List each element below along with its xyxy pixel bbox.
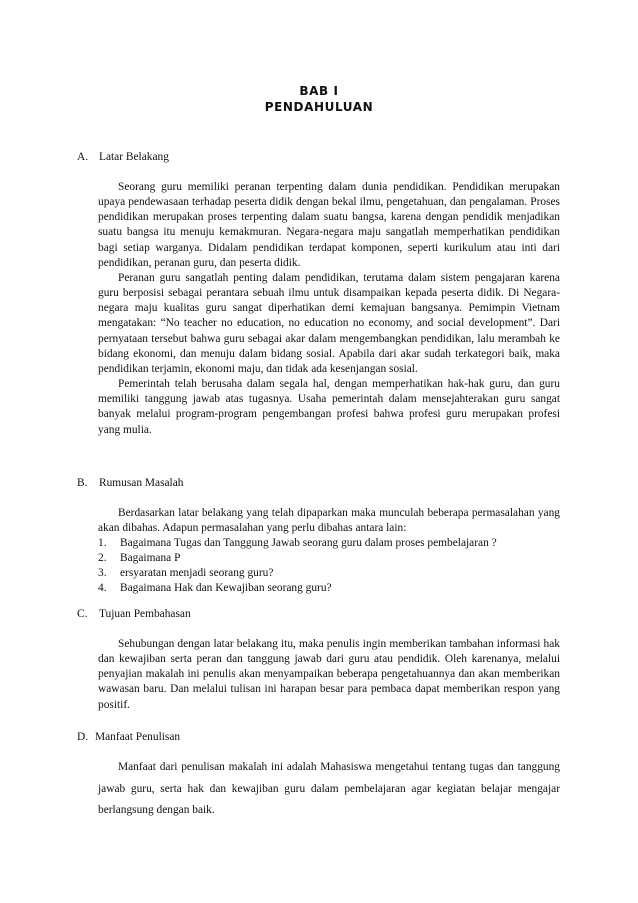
section-c-title: Tujuan Pembahasan [99, 608, 191, 620]
section-b-title: Rumusan Masalah [99, 477, 184, 489]
section-a-label: A. [77, 151, 89, 163]
section-b-intro-text: Berdasarkan latar belakang yang telah dipaparkan maka munculah beberapa permasalahan yang akan dibahas. Adapun permasalahan yang perlu dibahas antara lain: [98, 507, 560, 535]
list-item [98, 536, 560, 551]
section-b-heading [77, 476, 183, 491]
list-item [98, 566, 560, 581]
section-b-label: B. [77, 477, 88, 489]
list-item-text: ersyaratan menjadi seorang guru? [120, 567, 274, 579]
section-a-paragraph-1: Seorang guru memiliki peranan terpenting dalam dunia pendidikan. Pendidikan merupakan upaya pendewasaan terhadap peserta didik dengan bekal ilmu, pengetahuan, dan pengalaman. Proses pendidikan merupakan proses terpenting dalam suatu bangsa, karena dengan pendidik menjadikan suatu bangsa itu menuju kemakmuran. Negara-negara maju sangatlah memperhatikan pendidikan bagi setiap warganya. Didalam pendidikan terdapat komponen, seperti kurikulum atau inti dari pendidikan, peranan guru, dan peserta didik. [98, 181, 560, 269]
list-item-text: Bagaimana Hak dan Kewajiban seorang guru? [120, 582, 332, 594]
section-c-heading [77, 607, 191, 622]
section-c-label: C. [77, 608, 88, 620]
section-d-paragraph: Manfaat dari penulisan makalah ini adalah Mahasiswa mengetahui tentang tugas dan tanggung jawab guru, serta hak dan kewajiban guru dalam pembelajaran agar kegiatan belajar mengajar berlangsung dengan baik. [98, 761, 560, 816]
section-a-heading [77, 150, 169, 165]
section-c-paragraph: Sehubungan dengan latar belakang itu, maka penulis ingin memberikan tambahan informasi hak dan kewajiban serta peran dan tanggung jawab dari guru atau pendidik. Oleh karenanya, melalui penyajian makalah ini penulis akan menyampaikan beberapa pengetahuannya dan akan memberikan wawasan baru. Dan melalui tulisan ini harapan besar para pembaca dapat memberikan respon yang positif. [98, 638, 560, 711]
section-a-title: Latar Belakang [99, 151, 169, 163]
section-a-paragraph-3: Pemerintah telah berusaha dalam segala hal, dengan memperhatikan hak-hak guru, dan guru memiliki tanggung jawab atas tugasnya. Usaha pemerintah dalam mensejahterakan guru sangat banyak melalui program-program pengembangan profesi bahwa profesi guru merupakan profesi yang mulia. [98, 378, 560, 436]
section-b-intro [98, 506, 560, 536]
section-d-label: D. [77, 731, 89, 743]
section-c-body [98, 637, 560, 713]
chapter-title: PENDAHULUAN [264, 100, 374, 114]
list-item-number: 4. [98, 582, 107, 594]
list-item [98, 551, 560, 566]
list-item-text: Bagaimana Tugas dan Tanggung Jawab seorang guru dalam proses pembelajaran ? [120, 537, 497, 549]
list-item-number: 1. [98, 537, 107, 549]
list-item-number: 3. [98, 567, 107, 579]
list-item-text: Bagaimana P [120, 552, 181, 564]
section-d-body [98, 757, 560, 822]
section-a-body [98, 180, 560, 438]
section-a-paragraph-2: Peranan guru sangatlah penting dalam pendidikan, terutama dalam sistem pengajaran karena guru berposisi sebagai perantara sebuah ilmu untuk disampaikan kepada peserta didik. Di Negara-negara maju kualitas guru sangat diperhatikan demi kemajuan bangsanya. Pemimpin Vietnam mengatakan: “No teacher no education, no education no economy, and social development”. Dari pernyataan tersebut bahwa guru sebagai akar dalam mengembangkan pendidikan, lalu merambah ke bidang ekonomi, dan menuju dalam bidang sosial. Apabila dari akar sudah terkategori baik, maka pendidikan terjamin, ekonomi maju, dan tidak ada kesenjangan sosial. [98, 271, 560, 375]
list-item [98, 581, 560, 596]
list-item-number: 2. [98, 552, 107, 564]
section-d-title: Manfaat Penulisan [95, 731, 181, 743]
section-d-heading [77, 730, 180, 745]
problem-list [98, 536, 560, 596]
chapter-number: BAB I [299, 84, 339, 98]
